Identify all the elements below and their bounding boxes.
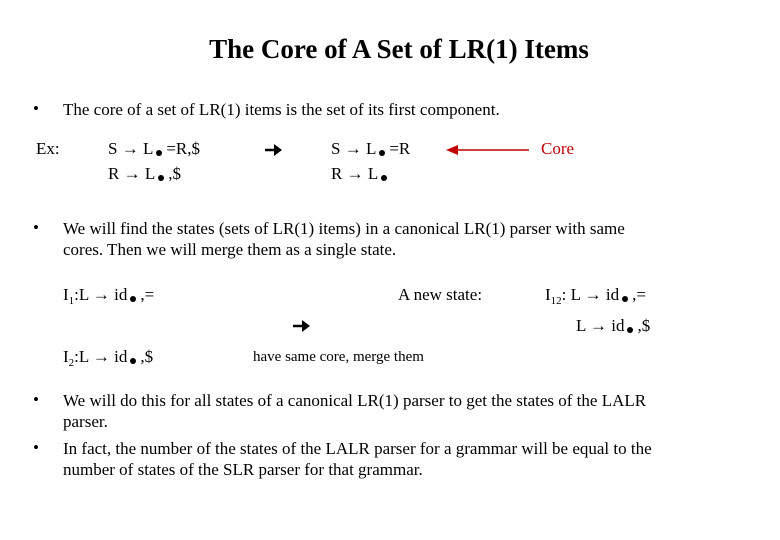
state-name: I (63, 347, 69, 366)
item-dot-icon (622, 296, 628, 302)
example-right-row-2 (331, 164, 391, 184)
bullet-4-line-1: In fact, the number of the states of the LALR parser for a grammar will be equal to the (63, 439, 652, 458)
item-lhs: L → id (576, 316, 625, 335)
ex-label: Ex: (36, 139, 60, 158)
item-dot-icon (158, 175, 164, 181)
new-state-label: A new state: (398, 285, 483, 304)
item-lhs: : L → id (561, 285, 620, 304)
example-right-row-1 (331, 139, 410, 159)
state-subscript: 2 (68, 357, 75, 369)
state-i2 (63, 347, 153, 369)
item-dot-icon (627, 327, 633, 333)
state-name: I (63, 285, 69, 304)
bullet-dot-icon: • (33, 438, 39, 457)
same-core-note: have same core, merge them (253, 349, 424, 365)
item-dot-icon (130, 296, 136, 302)
example-left-row-1 (108, 139, 200, 159)
item-lhs: R → L (331, 164, 379, 183)
left-arrow-icon-svg (446, 143, 530, 157)
bullet-dot-icon: • (33, 99, 39, 118)
item-dot-icon (130, 358, 136, 364)
state-i1 (63, 285, 154, 307)
bullet-4-line-2: number of states of the SLR parser for that grammar. (63, 460, 423, 479)
slide-title: The Core of A Set of LR(1) Items (209, 34, 589, 64)
item-lhs: S → L (331, 139, 377, 158)
bullet-1-text: The core of a set of LR(1) items is the set of its first component. (63, 100, 500, 119)
item-rhs: ,= (632, 285, 646, 304)
state-subscript: 12 (550, 295, 562, 307)
core-label: Core (541, 139, 575, 158)
right-arrow-icon (292, 318, 312, 339)
item-dot-icon (381, 175, 387, 181)
item-lhs: S → L (108, 139, 154, 158)
item-lhs: :L → id (74, 285, 128, 304)
item-rhs: ,$ (637, 316, 651, 335)
bullet-2-line-2: cores. Then we will merge them as a single state. (63, 240, 397, 259)
item-rhs: =R (389, 139, 411, 158)
item-lhs: R → L (108, 164, 156, 183)
item-dot-icon (379, 150, 385, 156)
item-dot-icon (156, 150, 162, 156)
state-subscript: 1 (68, 295, 75, 307)
item-rhs: =R,$ (166, 139, 201, 158)
state-i12-row-2 (576, 316, 650, 336)
item-rhs: ,$ (168, 164, 181, 183)
bullet-dot-icon: • (33, 218, 39, 237)
bullet-2-line-1: We will find the states (sets of LR(1) items) in a canonical LR(1) parser with same (63, 219, 625, 238)
right-arrow-icon (264, 142, 284, 163)
example-left-row-2 (108, 164, 181, 184)
left-arrow-icon (446, 143, 530, 162)
state-name: I (545, 285, 551, 304)
item-rhs: ,$ (140, 347, 154, 366)
item-rhs: ,= (140, 285, 155, 304)
state-i12 (545, 285, 646, 307)
bullet-3-line-2: parser. (63, 412, 108, 431)
item-lhs: :L → id (74, 347, 128, 366)
right-arrow-icon-svg (292, 318, 312, 334)
bullet-dot-icon: • (33, 390, 39, 409)
bullet-3-line-1: We will do this for all states of a canonical LR(1) parser to get the states of the LALR (63, 391, 647, 410)
right-arrow-icon-svg (264, 142, 284, 158)
